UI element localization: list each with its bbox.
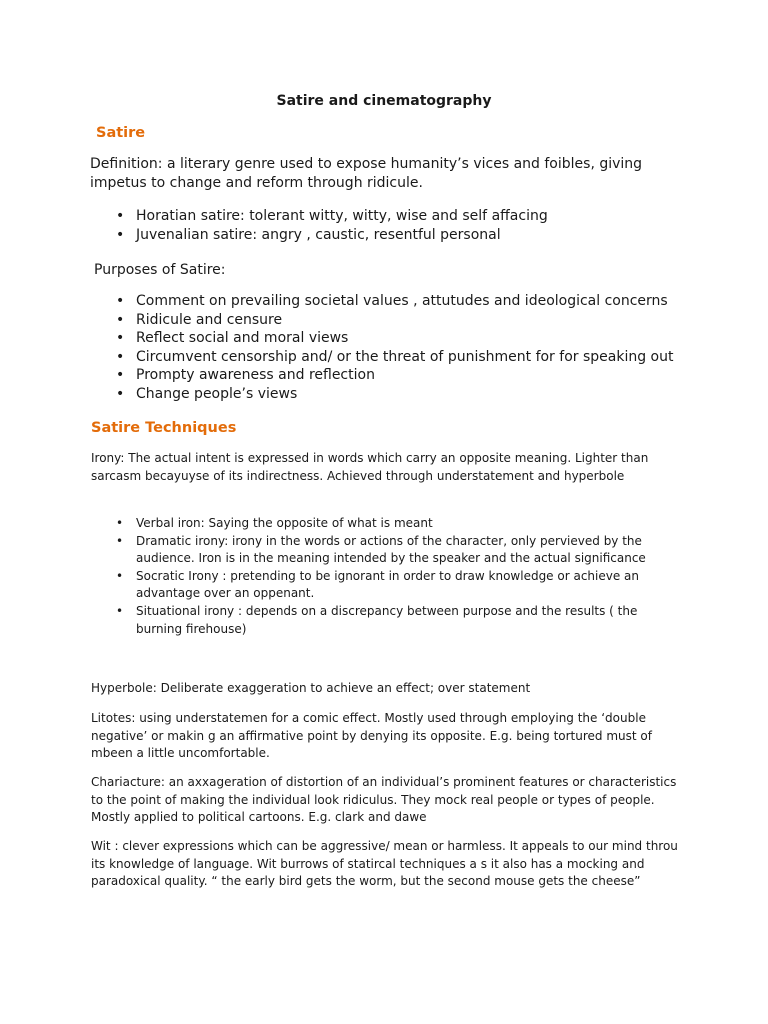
purposes-label: Purposes of Satire:: [94, 262, 226, 278]
list-item: • Circumvent censorship and/ or the threat of punishment for for speaking out: [116, 348, 674, 365]
list-item: • Juvenalian satire: angry , caustic, resentful personal: [116, 226, 501, 243]
page-title: Satire and cinematography: [276, 93, 492, 109]
characture-paragraph: Chariacture: an axxageration of distortion of an individual’s prominent features or characteristics to the point of making the individual look ridiculus. They mock real people or types of people. Mostly applied to political cartoons. E.g. clark and dawe: [91, 775, 677, 824]
list-item: • Comment on prevailing societal values , attutudes and ideological concerns: [116, 293, 668, 309]
list-item: • Horatian satire: tolerant witty, witty, wise and self affacing: [116, 208, 548, 224]
bullet-icon: •: [116, 348, 125, 365]
list-item: • Dramatic irony: irony in the words or actions of the character, only pervieved by the audience. Iron is in the meaning intended by the speaker and the actual significance: [116, 533, 646, 566]
bullet-icon: •: [116, 293, 125, 309]
bullet-icon: •: [116, 226, 125, 243]
bullet-icon: •: [116, 533, 124, 548]
hyperbole-paragraph: Hyperbole: Deliberate exaggeration to achieve an effect; over statement: [91, 681, 531, 695]
satire-types-list: [116, 207, 548, 244]
bullet-icon: •: [116, 516, 124, 530]
wit-paragraph: Wit : clever expressions which can be aggressive/ mean or harmless. It appeals to our mind throu its knowledge of language. Wit burrows of statircal techniques a s it also has a mocking and paradoxical quality. “ the early bird gets the worm, but the second mouse gets the cheese”: [91, 839, 678, 888]
list-item: • Change people’s views: [116, 385, 298, 402]
bullet-icon: •: [116, 311, 125, 328]
irony-paragraph: Irony: The actual intent is expressed in words which carry an opposite meaning. Lighter than sarcasm becayuyse of its indirectness. Achieved through understatement and hyperbole: [91, 451, 649, 483]
bullet-icon: •: [116, 330, 125, 347]
satire-heading: Satire: [96, 125, 146, 141]
list-item: • Situational irony : depends on a discrepancy between purpose and the results ( the burning firehouse): [116, 603, 638, 636]
bullet-icon: •: [116, 385, 125, 402]
definition-paragraph: Definition: a literary genre used to expose humanity’s vices and foibles, giving impetus to change and reform through ridicule.: [90, 156, 643, 191]
bullet-icon: •: [116, 568, 124, 583]
purposes-list: [116, 292, 673, 404]
bullet-icon: •: [116, 208, 125, 224]
irony-types-list: [116, 515, 686, 638]
list-item: • Prompty awareness and reflection: [116, 367, 375, 384]
list-item: • Reflect social and moral views: [116, 330, 349, 347]
list-item: • Ridicule and censure: [116, 311, 283, 328]
bullet-icon: •: [116, 367, 125, 384]
bullet-icon: •: [116, 603, 124, 618]
techniques-heading: Satire Techniques: [91, 420, 237, 436]
list-item: • Socratic Irony : pretending to be ignorant in order to draw knowledge or achieve an advantage over an oppenant.: [116, 568, 640, 601]
litotes-paragraph: Litotes: using understatemen for a comic effect. Mostly used through employing the ‘double negative’ or makin g an affirmative point by denying its opposite. E.g. being tortured must of mbeen a little uncomfortable.: [91, 711, 652, 760]
list-item: • Verbal iron: Saying the opposite of what is meant: [116, 515, 686, 533]
